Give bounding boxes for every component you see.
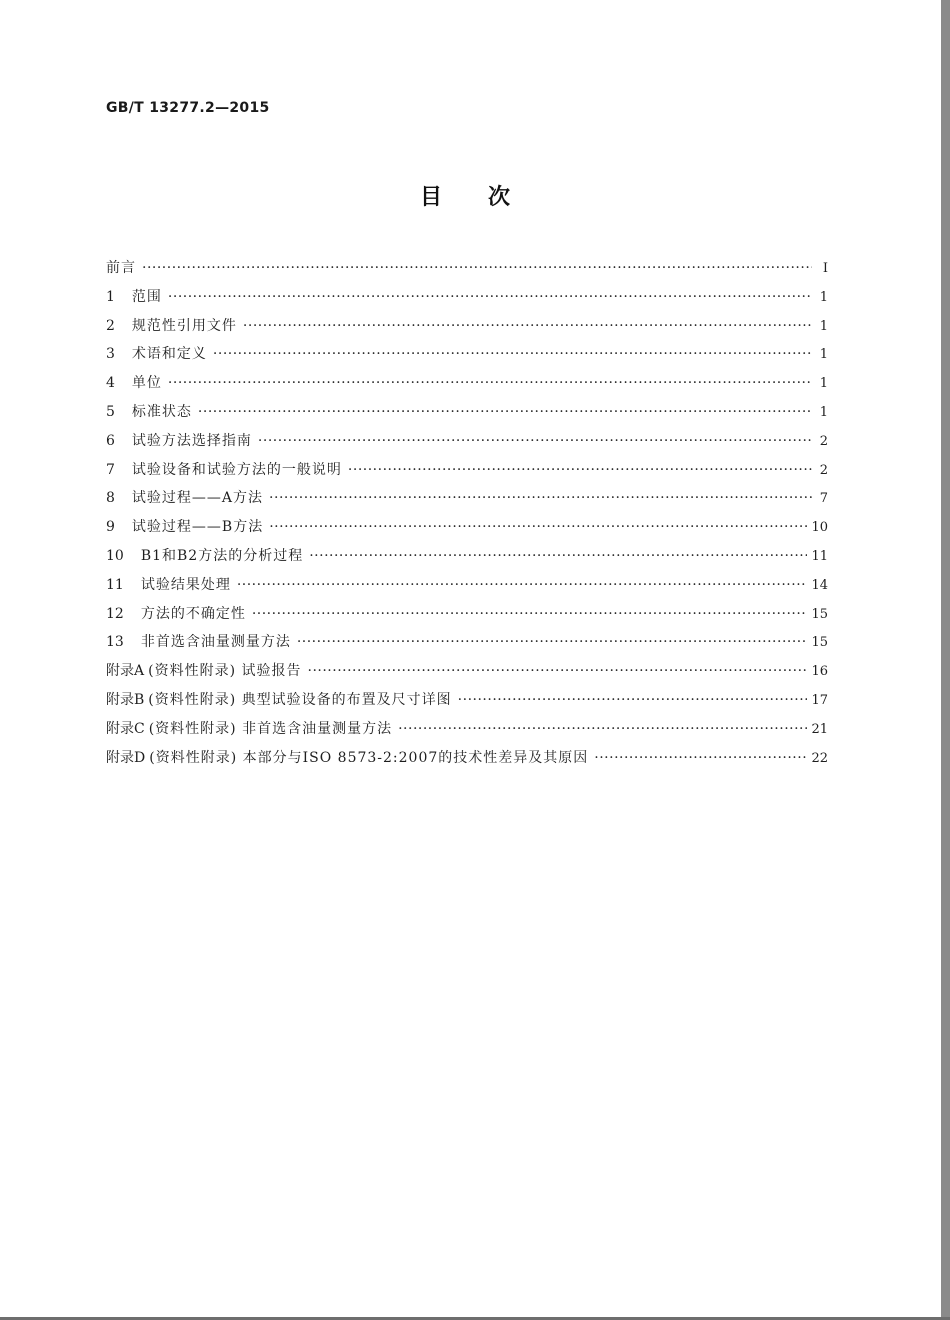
- toc-dot-leader: [168, 371, 812, 395]
- toc-entry-number: 8: [106, 490, 115, 507]
- toc-dot-leader: [198, 400, 812, 424]
- toc-entry-title: 前言: [106, 260, 136, 276]
- toc-entry-title: (资料性附录) 本部分与ISO 8573-2:2007的技术性差异及其原因: [149, 749, 589, 766]
- standard-number: GB/T 13277.2—2015: [106, 100, 270, 116]
- toc-entry-number: 2: [106, 317, 115, 334]
- toc-entry-number: 附录C: [106, 720, 145, 737]
- toc-entry-page: 11: [811, 548, 828, 564]
- toc-dot-leader: [297, 630, 808, 654]
- toc-dot-leader: [243, 314, 812, 338]
- toc-dot-leader: [458, 688, 808, 712]
- toc-entry[interactable]: [106, 717, 828, 746]
- toc-entry-number: 10: [106, 547, 124, 564]
- toc-entry-number: 5: [106, 403, 115, 420]
- toc-entry-title: (资料性附录) 试验报告: [148, 663, 302, 680]
- toc-entry-number: 11: [106, 576, 124, 593]
- toc-entry[interactable]: [106, 659, 828, 688]
- toc-entry-title: 单位: [131, 375, 162, 392]
- toc-dot-leader: [213, 342, 812, 366]
- toc-entry-number: 附录A: [106, 663, 145, 680]
- toc-entry[interactable]: [106, 314, 828, 343]
- toc-entry-page: 15: [811, 635, 828, 651]
- toc-entry[interactable]: [106, 256, 828, 285]
- toc-entry-title: (资料性附录) 非首选含油量测量方法: [148, 720, 393, 737]
- toc-entry-page: 16: [811, 664, 828, 680]
- toc-entry-page: 15: [811, 606, 828, 622]
- toc-entry-title: 非首选含油量测量方法: [140, 634, 291, 651]
- toc-dot-leader: [258, 429, 812, 453]
- toc-entry-number: 6: [106, 432, 115, 449]
- toc-entry[interactable]: [106, 486, 828, 515]
- toc-dot-leader: [237, 573, 808, 597]
- toc-entry-page: 1: [819, 289, 828, 305]
- toc-entry-page: 17: [811, 692, 828, 708]
- toc-entry-title: 范围: [131, 288, 162, 305]
- toc-dot-leader: [269, 486, 812, 510]
- toc-entry-number: 12: [106, 605, 124, 622]
- toc-entry[interactable]: [106, 400, 828, 429]
- toc-entry-page: 1: [819, 404, 828, 420]
- toc-entry-title: 试验过程——A方法: [131, 490, 264, 507]
- toc-entry-page: 10: [811, 520, 828, 536]
- toc-entry[interactable]: [106, 688, 828, 717]
- scan-edge-right: [941, 0, 950, 1320]
- toc-dot-leader: [398, 717, 807, 741]
- toc-entry-number: 3: [106, 346, 115, 363]
- toc-entry[interactable]: [106, 515, 828, 544]
- toc-entry[interactable]: [106, 285, 828, 314]
- toc-entry-number: 1: [106, 288, 115, 305]
- toc-dot-leader: [168, 285, 812, 309]
- toc-entry[interactable]: [106, 429, 828, 458]
- toc-dot-leader: [142, 256, 812, 280]
- toc-entry-title: 术语和定义: [131, 346, 207, 363]
- table-of-contents: [106, 256, 828, 774]
- toc-entry-page: Ⅰ: [822, 261, 828, 276]
- toc-entry-page: 22: [811, 750, 828, 766]
- toc-entry-number: 附录D: [106, 749, 146, 766]
- toc-entry[interactable]: [106, 342, 828, 371]
- toc-entry-page: 7: [819, 491, 828, 507]
- toc-entry-title: 试验设备和试验方法的一般说明: [131, 461, 342, 478]
- toc-entry[interactable]: [106, 630, 828, 659]
- toc-dot-leader: [348, 458, 812, 482]
- toc-entry-number: 附录B: [106, 691, 145, 708]
- toc-entry-title: B1和B2方法的分析过程: [140, 547, 304, 564]
- toc-entry-page: 2: [819, 462, 828, 478]
- toc-entry-title: (资料性附录) 典型试验设备的布置及尺寸详图: [148, 691, 452, 708]
- toc-entry[interactable]: [106, 573, 828, 602]
- toc-entry-number: 4: [106, 375, 115, 392]
- toc-entry-number: 9: [106, 519, 115, 536]
- toc-entry-page: 1: [819, 318, 828, 334]
- toc-entry-title: 标准状态: [131, 403, 192, 420]
- toc-entry-page: 1: [819, 347, 828, 363]
- toc-entry-number: 13: [106, 634, 124, 651]
- toc-dot-leader: [308, 659, 808, 683]
- toc-entry[interactable]: [106, 458, 828, 487]
- toc-entry-page: 14: [811, 577, 828, 593]
- toc-dot-leader: [309, 544, 807, 568]
- toc-entry-title: 规范性引用文件: [131, 317, 237, 334]
- toc-entry-title: 方法的不确定性: [140, 605, 246, 622]
- toc-entry[interactable]: [106, 602, 828, 631]
- toc-entry-page: 2: [819, 433, 828, 449]
- toc-dot-leader: [594, 746, 807, 770]
- toc-entry[interactable]: [106, 746, 828, 775]
- toc-entry-title: 试验过程——B方法: [131, 519, 264, 536]
- toc-dot-leader: [269, 515, 807, 539]
- toc-entry-page: 1: [819, 376, 828, 392]
- page-title: 目次: [419, 185, 556, 210]
- toc-entry[interactable]: [106, 371, 828, 400]
- toc-entry-number: 7: [106, 461, 115, 478]
- toc-entry[interactable]: [106, 544, 828, 573]
- toc-dot-leader: [252, 602, 808, 626]
- toc-entry-title: 试验方法选择指南: [131, 432, 252, 449]
- toc-entry-page: 21: [811, 721, 828, 737]
- toc-entry-title: 试验结果处理: [140, 576, 231, 593]
